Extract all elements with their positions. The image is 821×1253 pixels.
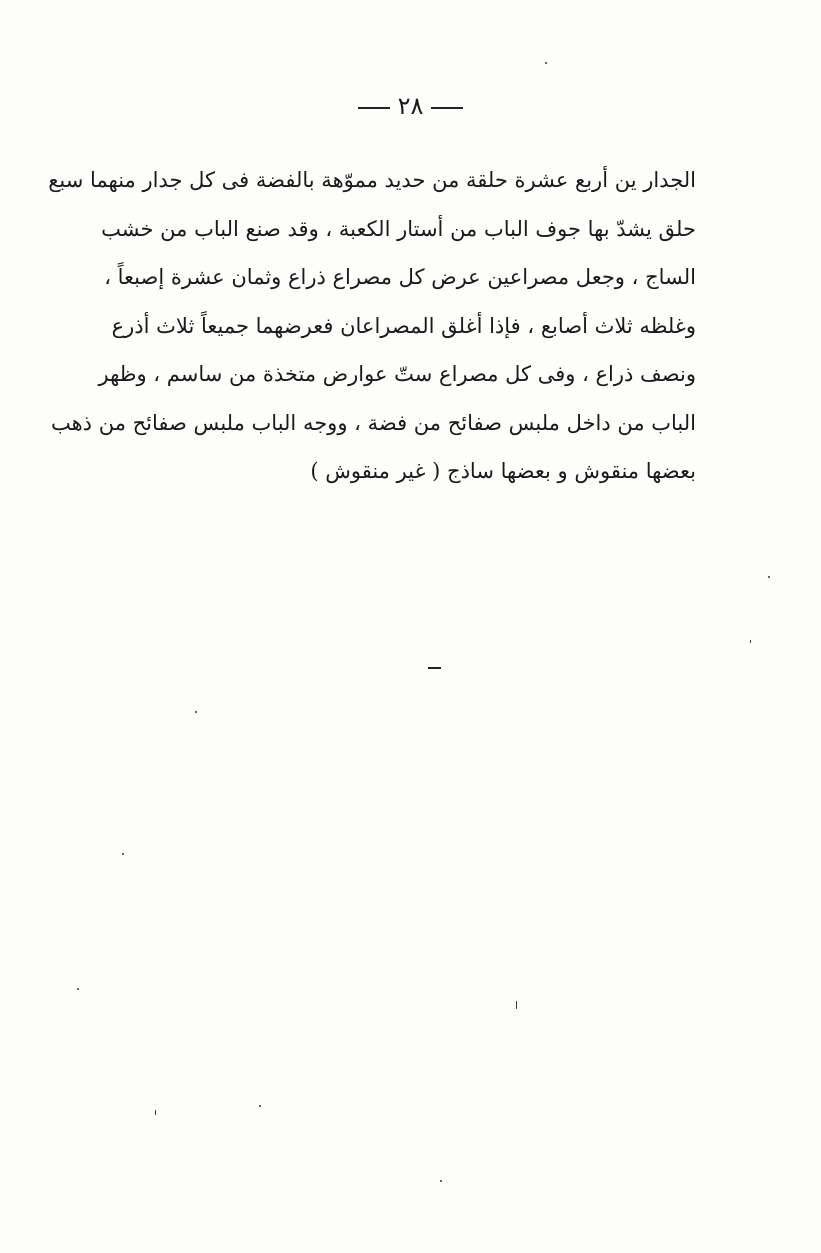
scan-speck (77, 988, 79, 990)
text-line-5: ونصف ذراع ، وفى كل مصراع ستّ عوارض متخذة من ساسم ، وظهر (98, 362, 696, 386)
scan-speck (122, 853, 124, 855)
scan-speck (545, 62, 547, 64)
scan-speck (768, 576, 770, 578)
scan-speck (259, 1105, 261, 1107)
scan-speck (195, 711, 197, 713)
scan-speck (155, 1110, 156, 1115)
text-line-6: الباب من داخل ملبس صفائح من فضة ، ووجه الباب ملبس صفائح من ذهب (50, 410, 696, 435)
page-number: ٢٨ (397, 92, 424, 120)
body-text (48, 156, 696, 496)
text-line-3: الساج ، وجعل مصراعين عرض كل مصراع ذراع وثمان عشرة إصبعاً ، (104, 265, 696, 289)
text-line-7: بعضها منقوش و بعضها ساذج ( غير منقوش ) (310, 459, 696, 483)
left-dash (431, 107, 463, 109)
right-dash (358, 107, 390, 109)
scan-speck (440, 1180, 442, 1182)
text-line-1: الجدار ين أربع عشرة حلقة من حديد مموّهة بالفضة فى كل جدار منهما سبع (48, 168, 696, 192)
scan-speck (516, 1001, 517, 1009)
text-line-2: حلق يشدّ بها جوف الباب من أستار الكعبة ، وقد صنع الباب من خشب (101, 216, 696, 241)
page-number-header (0, 92, 821, 120)
scan-speck (750, 640, 751, 643)
stray-mark (428, 667, 441, 669)
text-line-4: وغلظه ثلاث أصابع ، فإذا أغلق المصراعان فعرضهما جميعاً ثلاث أذرع (111, 313, 696, 338)
